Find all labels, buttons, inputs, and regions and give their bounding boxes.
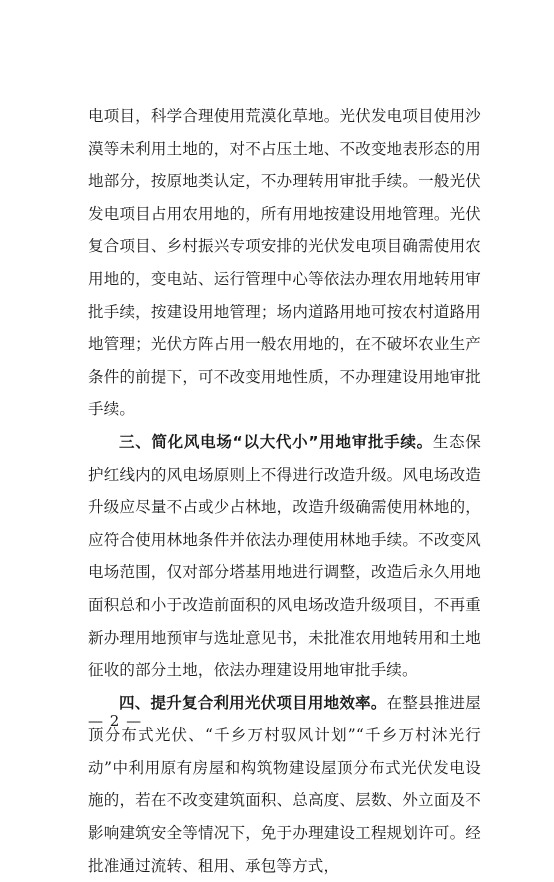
section-3-heading: 三、简化风电场“以大代小”用地审批手续。 — [119, 432, 433, 451]
page-number: — 2 — — [88, 712, 143, 730]
section-3-text: 生态保护红线内的风电场原则上不得进行改造升级。风电场改造升级应尽量不占或少占林地，改造升级确需使用林地的，应符合使用林地条件并依法办理使用林地手续。不改变风电场范围，仅对部分塔基用地进行调整，改造后永久用地面积总和小于改造前面积的风电场改造升级项目，不再重新办理用地预审与选址意见书，未批准农用地转用和土地征收的部分土地，依法办理建设用地审批手续。 — [88, 432, 481, 680]
section-4-heading: 四、提升复合利用光伏项目用地效率。 — [119, 693, 387, 712]
paragraph-1 — [88, 100, 481, 426]
paragraph-1-text: 电项目，科学合理使用荒漠化草地。光伏发电项目使用沙漠等未利用土地的，对不占压土地、不改变地表形态的用地部分，按原地类认定，不办理转用审批手续。一般光伏发电项目占用农用地的，所有用地按建设用地管理。光伏复合项目、乡村振兴专项安排的光伏发电项目确需使用农用地的，变电站、运行管理中心等依法办理农用地转用审批手续，按建设用地管理；场内道路用地可按农村道路用地管理；光伏方阵占用一般农用地的，在不破坏农业生产条件的前提下，可不改变用地性质，不办理建设用地审批手续。 — [88, 107, 481, 419]
section-4-text: 在整县推进屋顶分布式光伏、“千乡万村驭风计划”“千乡万村沐光行动”中利用原有房屋和构筑物建设屋顶分布式光伏发电设施的，若在不改变建筑面积、总高度、层数、外立面及不影响建筑安全等情况下，免于办理建设工程规划许可。经批准通过流转、租用、承包等方式， — [88, 693, 481, 875]
paragraph-3 — [88, 687, 481, 882]
body-text — [88, 100, 481, 882]
paragraph-2 — [88, 426, 481, 687]
